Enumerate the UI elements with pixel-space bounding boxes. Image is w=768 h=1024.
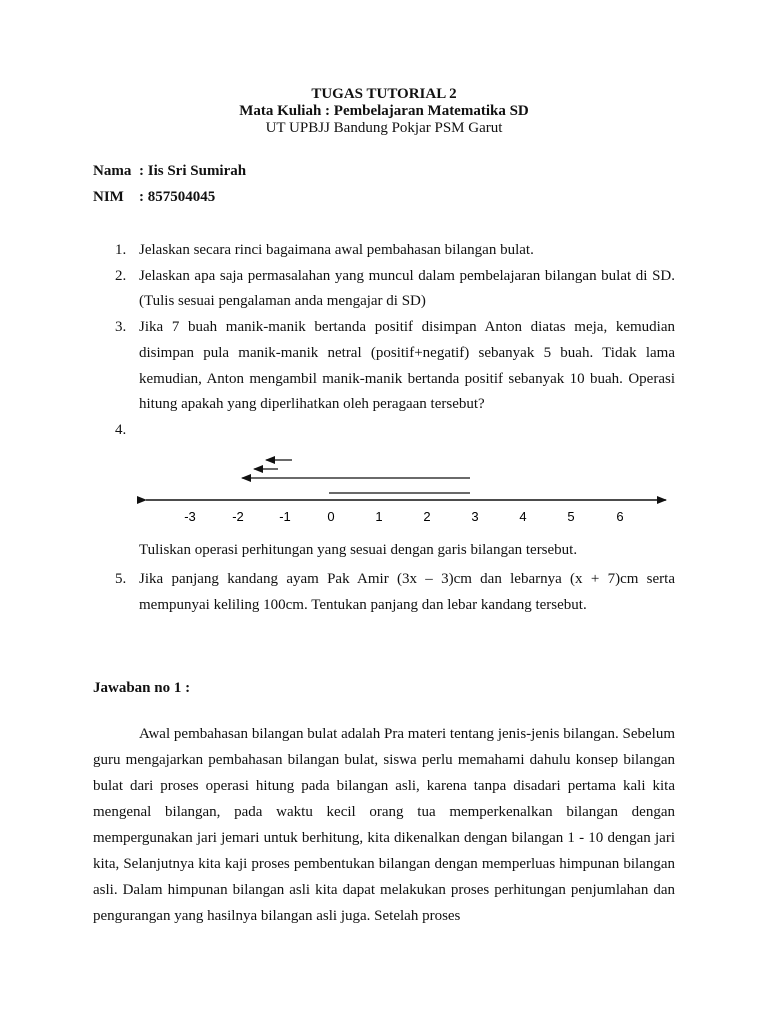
- tick-label: -3: [184, 509, 196, 524]
- question-5: [93, 566, 675, 618]
- name-value: : Iis Sri Sumirah: [139, 163, 247, 179]
- question-text: Jika panjang kandang ayam Pak Amir (3x – 3)cm dan lebarnya (x + 7)cm serta mempunyai keliling 100cm. Tentukan panjang dan lebar kandang tersebut.: [139, 571, 675, 613]
- question-number: 3.: [115, 319, 127, 336]
- tick-label: 1: [375, 509, 383, 524]
- answer-paragraph: Awal pembahasan bilangan bulat adalah Pra materi tentang jenis-jenis bilangan. Sebelum guru mengajarkan pembahasan bilangan bulat, siswa perlu memahami dahulu konsep bilangan bulat dari proses operasi hitung pada bilangan asli, karena tanpa disadari pertama kali kita mengenal bilangan, pada waktu kecil orang tua memperkenalkan bilangan dengan mempergunakan jari jemari untuk berhitung, kita dikenalkan dengan bilangan 1 - 10 dengan jari kita, Selanjutnya kita kaji proses pembentukan bilangan dengan memperluas himpunan bilangan asli. Dalam himpunan bilangan asli kita dapat melakukan proses perhitungan penjumlahan dan pengurangan yang hasilnya bilangan asli juga. Setelah proses: [93, 726, 675, 924]
- nim-label: NIM: [93, 189, 124, 205]
- question-text: Jelaskan secara rinci bagaimana awal pembahasan bilangan bulat.: [139, 242, 534, 258]
- tick-label: -1: [279, 509, 291, 524]
- number-line-caption: Tuliskan operasi perhitungan yang sesuai dengan garis bilangan tersebut.: [139, 542, 578, 558]
- answer-title: Jawaban no 1 :: [93, 680, 191, 696]
- tick-label: 4: [519, 509, 527, 524]
- question-number: 4.: [115, 421, 127, 438]
- institution-line: UT UPBJJ Bandung Pokjar PSM Garut: [265, 120, 503, 136]
- tick-label: 0: [327, 509, 335, 524]
- question-number: 1.: [115, 242, 127, 258]
- question-item: [93, 566, 675, 618]
- question-number: 5.: [115, 571, 127, 587]
- tick-label: 5: [567, 509, 575, 524]
- question-text: Jelaskan apa saja permasalahan yang muncul dalam pembelajaran bilangan bulat di SD. (Tulis sesuai pengalaman anda mengajar di SD): [139, 267, 675, 310]
- course-title: Mata Kuliah : Pembelajaran Matematika SD: [239, 103, 529, 119]
- name-label: Nama: [93, 163, 132, 179]
- tick-label: 6: [616, 509, 624, 524]
- tick-label: -2: [232, 509, 244, 524]
- tick-label: 2: [423, 509, 431, 524]
- question-text: Jika 7 buah manik-manik bertanda positif disimpan Anton diatas meja, kemudian disimpan pula manik-manik netral (positif+negatif) sebanyak 5 buah. Tidak lama kemudian, Anton mengambil manik-manik bertanda positif sebanyak 10 buah. Operasi hitung apakah yang diperlihatkan oleh peragaan tersebut?: [139, 319, 675, 413]
- nim-value: : 857504045: [139, 189, 216, 205]
- question-number: 2.: [115, 267, 127, 284]
- document-title: TUGAS TUTORIAL 2: [311, 86, 457, 102]
- tick-label: 3: [471, 509, 479, 524]
